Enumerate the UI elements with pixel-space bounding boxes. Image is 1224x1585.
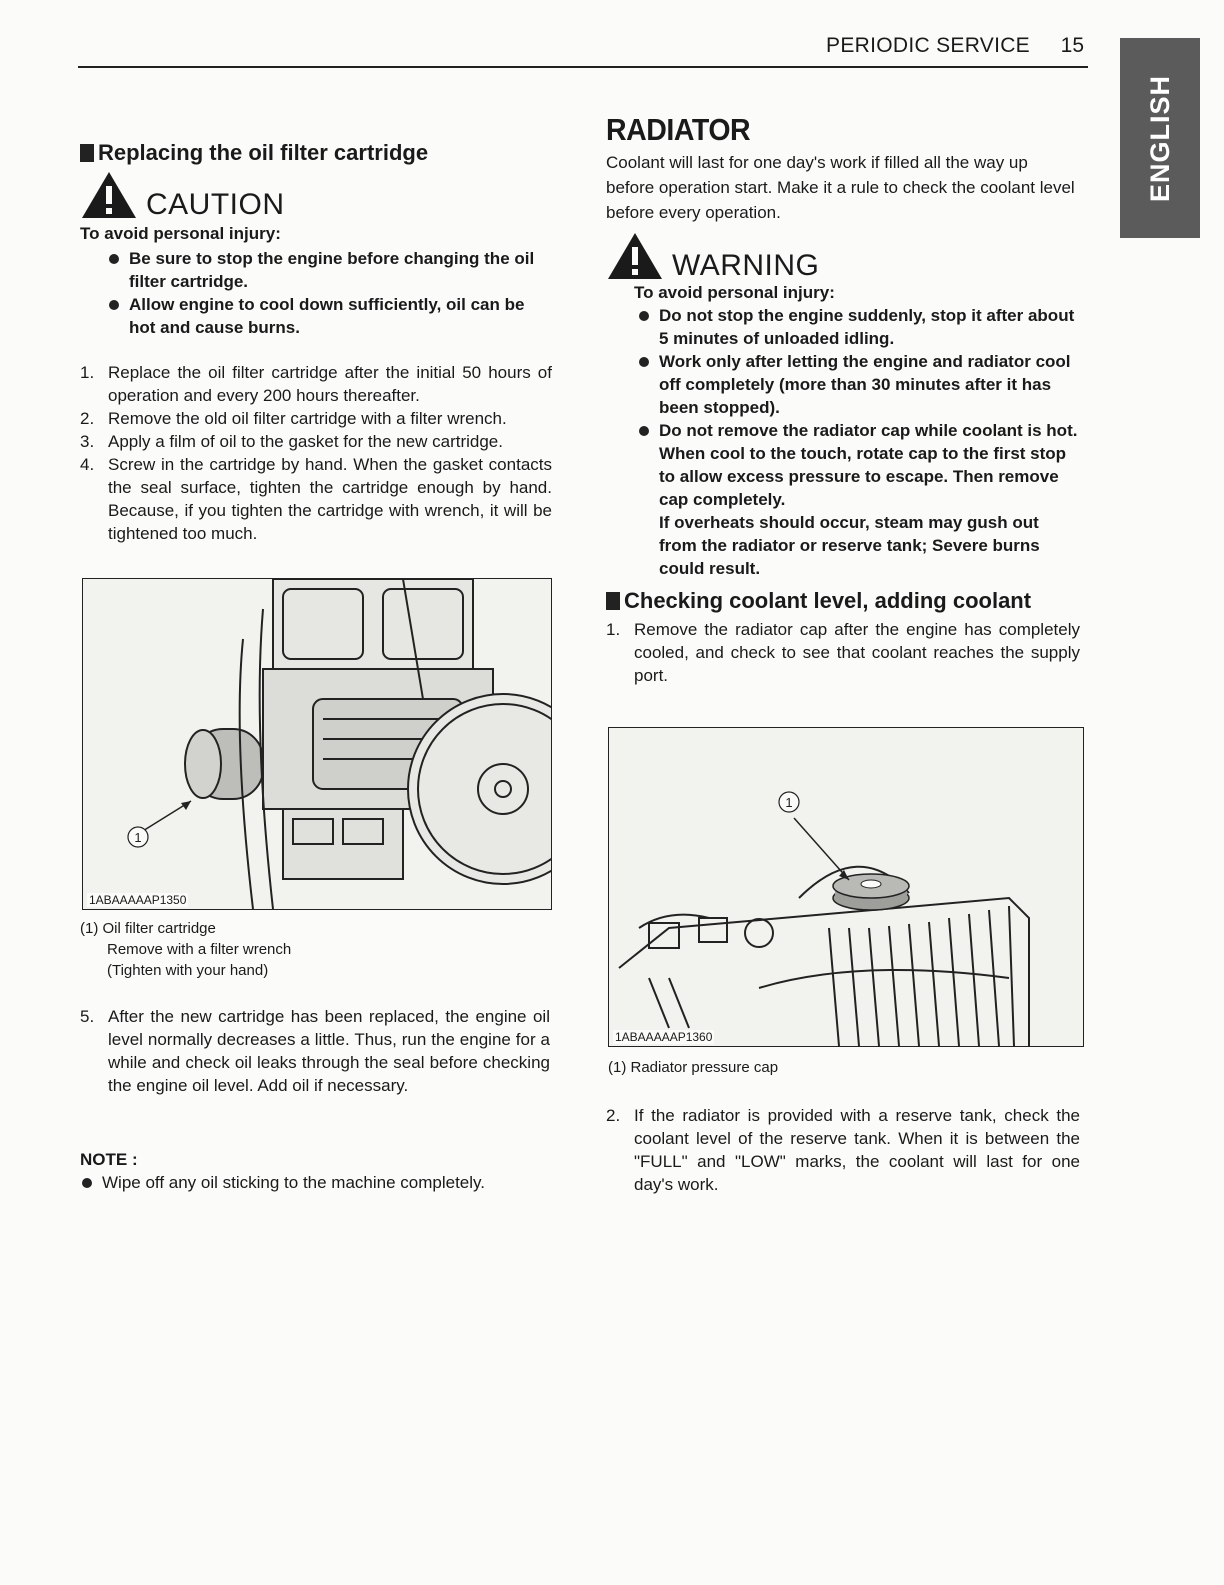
warning-bullet: Do not stop the engine suddenly, stop it after about 5 minutes of unloaded idling.: [634, 304, 1080, 350]
heading-square-icon: [606, 592, 620, 610]
step-5: 5. After the new cartridge has been replaced, the engine oil level normally decreases a little. Thus, run the engine for a while and check oil leaks through the seal before checking the engine oil level. Add oil if necessary.: [80, 1007, 550, 1095]
radiator-intro: Coolant will last for one day's work if filled all the way up before operation start. Make it a rule to check the coolant level before every operation.: [606, 153, 1075, 222]
warning-extra: If overheats should occur, steam may gush out from the radiator or reserve tank; Severe burns could result.: [659, 513, 1040, 578]
caution-title-row: [80, 172, 552, 220]
step-item: 4. Screw in the cartridge by hand. When the gasket contacts the seal surface, tighten the cartridge enough by hand. Because, if you tighten the cartridge with wrench, it will be tightened too much.: [80, 455, 552, 543]
step-item: 3. Apply a film of oil to the gasket for the new cartridge.: [80, 432, 503, 451]
radiator-illustration: [609, 728, 1083, 1046]
warning-intro: To avoid personal injury:: [634, 283, 835, 302]
engine-illustration: [83, 579, 551, 909]
coolant-heading: Checking coolant level, adding coolant: [606, 588, 1080, 614]
page-header-title: PERIODIC SERVICE: [826, 34, 1030, 57]
oil-filter-heading: Replacing the oil filter cartridge: [80, 140, 552, 166]
coolant-step-2: 2. If the radiator is provided with a reserve tank, check the coolant level of the reserve tank. When it is between the "FULL" and "LOW" marks, the coolant will last for one day's work.: [606, 1106, 1080, 1194]
warning-body: [634, 281, 1080, 580]
language-tab-label: ENGLISH: [1144, 74, 1175, 202]
header-divider: [78, 66, 1088, 68]
warning-title: WARNING: [672, 249, 820, 282]
figure-callout-number: 1: [134, 830, 142, 845]
warning-triangle-icon: [606, 231, 664, 281]
bullet-dot-icon: [639, 426, 649, 436]
oil-filter-figure: [82, 578, 552, 910]
radiator-heading: RADIATOR: [606, 112, 751, 147]
bullet-dot-icon: [109, 300, 119, 310]
figure-callout-number: 1: [785, 795, 793, 810]
language-tab: [1120, 38, 1200, 238]
oil-filter-steps: [80, 361, 552, 545]
bullet-dot-icon: [639, 311, 649, 321]
bullet-dot-icon: [639, 357, 649, 367]
bullet-dot-icon: [82, 1178, 92, 1188]
figure-id: 1ABAAAAAP1350: [89, 893, 187, 907]
figure-id: 1ABAAAAAP1360: [615, 1030, 713, 1044]
warning-triangle-icon: [80, 170, 138, 220]
warning-bullet: Do not remove the radiator cap while coolant is hot. When cool to the touch, rotate cap to the first stop to allow excess pressure to escape. Then remove cap completely.: [634, 419, 1080, 511]
radiator-caption: (1) Radiator pressure cap: [608, 1059, 779, 1076]
caution-body: [80, 222, 552, 339]
radiator-figure: [608, 727, 1084, 1047]
note-label: NOTE :: [80, 1150, 138, 1169]
note-block: [80, 1148, 550, 1194]
warning-bullet: Work only after letting the engine and radiator cool off completely (more than 30 minutes after it has been stopped).: [634, 350, 1080, 419]
page-number: 15: [1060, 34, 1084, 57]
step-item: 1. Replace the oil filter cartridge after the initial 50 hours of operation and every 200 hours thereafter.: [80, 363, 552, 405]
caution-bullet: Allow engine to cool down sufficiently, oil can be hot and cause burns.: [104, 293, 552, 339]
heading-square-icon: [80, 144, 94, 162]
warning-title-row: [606, 233, 1080, 281]
caution-bullet: Be sure to stop the engine before changing the oil filter cartridge.: [104, 247, 552, 293]
coolant-step-1: 1. Remove the radiator cap after the engine has completely cooled, and check to see that coolant reaches the supply port.: [606, 620, 1080, 685]
step-item: 2. Remove the old oil filter cartridge with a filter wrench.: [80, 409, 507, 428]
note-bullet: Wipe off any oil sticking to the machine completely.: [80, 1171, 550, 1194]
caution-intro: To avoid personal injury:: [80, 224, 281, 243]
bullet-dot-icon: [109, 254, 119, 264]
caution-title: CAUTION: [146, 188, 285, 221]
left-column: [80, 140, 552, 545]
right-column: [606, 112, 1080, 687]
oil-filter-caption: (1) Oil filter cartridge Remove with a filter wrench (Tighten with your hand): [80, 920, 292, 979]
